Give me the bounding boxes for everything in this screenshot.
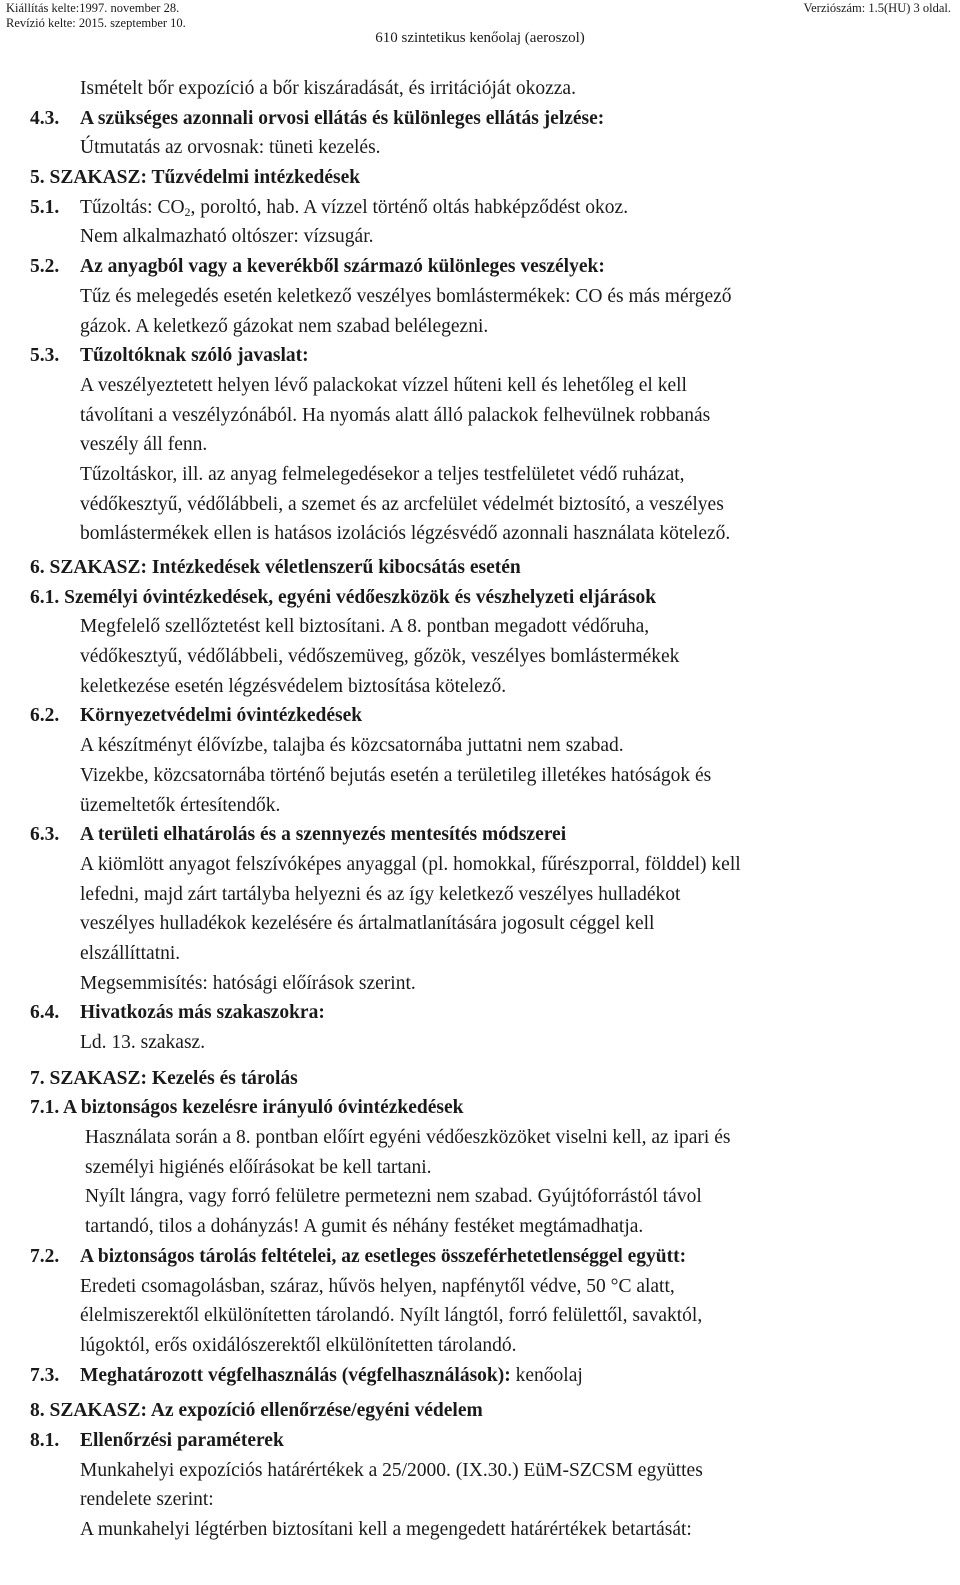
text-line: A kiömlött anyagot felszívóképes anyaggal (pl. homokkal, fűrészporral, földdel) kell <box>80 853 741 875</box>
text-line: védőkesztyű, védőlábbeli, a szemet és az arcfelület védelmét biztosító, a veszélyes <box>80 493 724 515</box>
section-heading: 6.1. Személyi óvintézkedések, egyéni védőeszközök és vészhelyzeti eljárások <box>30 586 657 608</box>
text-line: Használata során a 8. pontban előírt egyéni védőeszközöket viselni kell, az ipari és <box>85 1127 731 1149</box>
text-line: Tűzoltáskor, ill. az anyag felmelegedésekor a teljes testfelületet védő ruházat, <box>80 463 685 485</box>
text-line <box>80 193 628 223</box>
section-heading: Környezetvédelmi óvintézkedések <box>80 705 363 727</box>
text-line: távolítani a veszélyzónából. Ha nyomás alatt álló palackok felhevülnek robbanás <box>80 404 711 426</box>
text-line: Ismételt bőr expozíció a bőr kiszáradását, és irritációját okozza. <box>80 78 576 99</box>
section-heading: A szükséges azonnali orvosi ellátás és különleges ellátás jelzése: <box>80 107 605 129</box>
section-title: 5. SZAKASZ: Tűzvédelmi intézkedések <box>30 167 361 189</box>
text-line: rendelete szerint: <box>80 1489 214 1511</box>
text-line: Megfelelő szellőztetést kell biztosítani. A 8. pontban megadott védőruha, <box>80 616 650 638</box>
section-number: 5.2. <box>30 256 60 278</box>
text-line: üzemeltetők értesítendők. <box>80 794 281 816</box>
section-heading: Meghatározott végfelhasználás (végfelhasználások): <box>80 1364 511 1386</box>
text-part: Tűzoltás: CO <box>80 196 185 218</box>
section-heading: Tűzoltóknak szóló javaslat: <box>80 345 309 367</box>
text-line: Vizekbe, közcsatornába történő bejutás esetén a területileg illetékes hatóságok és <box>80 764 712 786</box>
document-body <box>30 74 954 1545</box>
section-number: 5.3. <box>30 345 60 367</box>
text-line <box>80 1361 583 1391</box>
text-line: A veszélyeztetett helyen lévő palackokat vízzel hűteni kell és lehetőleg el kell <box>80 374 687 396</box>
section-value: kenőolaj <box>510 1364 583 1386</box>
product-name: 610 szintetikus kenőolaj (aeroszol) <box>375 30 585 46</box>
text-line: A munkahelyi légtérben biztosítani kell a megengedett határértékek betartását: <box>80 1519 692 1540</box>
section-number: 4.3. <box>30 107 60 129</box>
subscript: 2 <box>184 204 191 219</box>
text-line: személyi higiénés előírásokat be kell tartani. <box>85 1156 432 1178</box>
text-line: Tűz és melegedés esetén keletkező veszélyes bomlástermékek: CO és más mérgező <box>80 285 732 307</box>
section-number: 6.2. <box>30 705 60 727</box>
section-heading: Hivatkozás más szakaszokra: <box>80 1002 325 1024</box>
text-line: lúgoktól, erős oxidálószerektől elkülönítetten tárolandó. <box>80 1334 517 1356</box>
section-title: 8. SZAKASZ: Az expozíció ellenőrzése/egyéni védelem <box>30 1400 483 1422</box>
section-heading: Az anyagból vagy a keverékből származó különleges veszélyek: <box>80 256 605 278</box>
section-number: 6.4. <box>30 1002 60 1024</box>
issue-date: Kiállítás kelte:1997. november 28. <box>6 1 180 15</box>
text-line: bomlástermékek ellen is hatásos izolációs légzésvédő azonnali használata kötelező. <box>80 523 731 545</box>
text-line: védőkesztyű, védőlábbeli, védőszemüveg, gőzök, veszélyes bomlástermékek <box>80 646 680 668</box>
text-line: lefedni, majd zárt tartályba helyezni és az így keletkező veszélyes hulladékot <box>80 883 681 905</box>
text-line: Eredeti csomagolásban, száraz, hűvös helyen, napfénytől védve, 50 °C alatt, <box>80 1275 675 1297</box>
version-info: Verziószám: 1.5(HU) 3 oldal. <box>803 1 951 15</box>
text-line: elszállíttatni. <box>80 942 181 964</box>
text-line: Ld. 13. szakasz. <box>80 1032 206 1053</box>
text-line: A készítményt élővízbe, talajba és közcsatornába juttatni nem szabad. <box>80 735 624 757</box>
text-line: Útmutatás az orvosnak: tüneti kezelés. <box>80 137 381 159</box>
section-number: 5.1. <box>30 196 60 218</box>
section-number: 7.2. <box>30 1245 60 1267</box>
text-line: veszély áll fenn. <box>80 434 208 456</box>
section-heading: A biztonságos tárolás feltételei, az esetleges összeférhetetlenséggel együtt: <box>80 1245 687 1267</box>
section-heading: A területi elhatárolás és a szennyezés mentesítés módszerei <box>80 824 567 846</box>
revision-date: Revízió kelte: 2015. szeptember 10. <box>6 16 186 30</box>
section-heading: Ellenőrzési paraméterek <box>80 1429 284 1451</box>
text-line: Nem alkalmazható oltószer: vízsugár. <box>80 226 374 248</box>
text-line: élelmiszerektől elkülönítetten tárolandó. Nyílt lángtól, forró felülettől, savaktól, <box>80 1305 703 1327</box>
text-line: Megsemmisítés: hatósági előírások szerint. <box>80 972 416 994</box>
section-number: 6.3. <box>30 824 60 846</box>
text-line: keletkezése esetén légzésvédelem biztosítása kötelező. <box>80 675 507 697</box>
text-line: veszélyes hulladékok kezelésére és ártalmatlanítására jogosult céggel kell <box>80 913 655 935</box>
section-heading: 7.1. A biztonságos kezelésre irányuló óvintézkedések <box>30 1097 464 1119</box>
section-title: 6. SZAKASZ: Intézkedések véletlenszerű kibocsátás esetén <box>30 557 521 578</box>
text-line: Nyílt lángra, vagy forró felületre permetezni nem szabad. Gyújtóforrástól távol <box>85 1186 702 1208</box>
section-number: 8.1. <box>30 1429 60 1451</box>
section-title: 7. SZAKASZ: Kezelés és tárolás <box>30 1067 298 1089</box>
text-part: , poroltó, hab. A vízzel történő oltás habképződést okoz. <box>190 196 629 218</box>
section-number: 7.3. <box>30 1364 60 1386</box>
text-line: Munkahelyi expozíciós határértékek a 25/2000. (IX.30.) EüM-SZCSM együttes <box>80 1459 703 1481</box>
text-line: gázok. A keletkező gázokat nem szabad belélegezni. <box>80 315 489 337</box>
text-line: tartandó, tilos a dohányzás! A gumit és néhány festéket megtámadhatja. <box>85 1216 644 1238</box>
